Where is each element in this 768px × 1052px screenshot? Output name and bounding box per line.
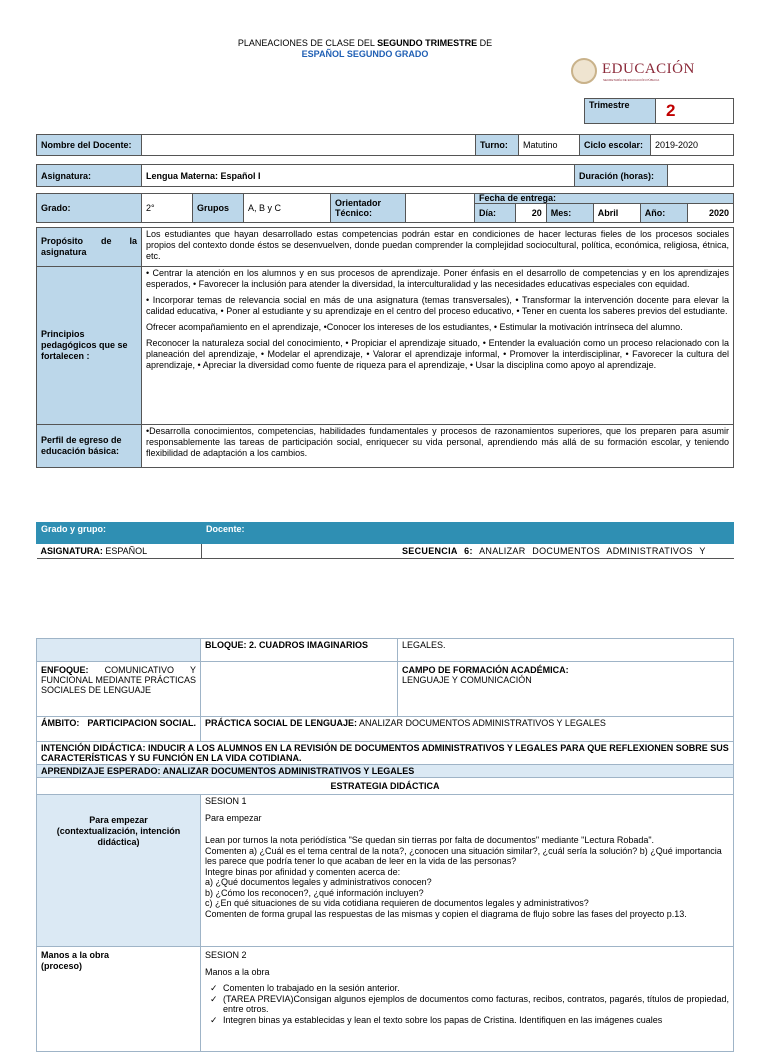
- sesion1-p3: Integre binas por afinidad y comenten acerca de:: [205, 866, 401, 877]
- checklist-item: ✓ (TAREA PREVIA)Consigan algunos ejemplos de documentos como facturas, recibos, contratos, pagarés, títulos de propiedad, entre otros.: [223, 994, 729, 1015]
- checklist-item: ✓ Integren binas ya establecidas y lean el texto sobre los papas de Cristina. Identifiquen en las imágenes cuales: [223, 1015, 729, 1026]
- estrategia-didactica: ESTRATEGIA DIDÁCTICA: [37, 778, 734, 795]
- sesion2-contenido: [201, 947, 734, 1052]
- practica-label: PRÁCTICA SOCIAL DE LENGUAJE:: [205, 718, 358, 728]
- campo-value: LENGUAJE Y COMUNICACIÓN: [402, 675, 532, 685]
- sesion1-contenido: [201, 795, 734, 947]
- legales-text: LEGALES.: [398, 639, 734, 662]
- proposito-text: Los estudiantes que hayan desarrollado estas competencias podrán estar en condiciones de hacer lecturas fieles de los procesos sociales propios del contexto donde éstos se desenvuelven, donde puedan comprender la complejidad sociocultural, política, económica, religiosa, étnica, etc.: [142, 228, 734, 267]
- aprendizaje-esperado: APRENDIZAJE ESPERADO: ANALIZAR DOCUMENTOS ADMINISTRATIVOS Y LEGALES: [37, 765, 734, 778]
- sesion1-p1: Lean por turnos la nota periódística "Se quedan sin tierras por falta de documentos" mediante "Lectura Robada".: [205, 835, 655, 845]
- sesion2-checklist: [205, 983, 729, 1025]
- nombre-docente-label: Nombre del Docente:: [37, 135, 142, 156]
- enfoque: [37, 662, 201, 717]
- anio-label: Año:: [640, 204, 687, 223]
- dia-label: Día:: [475, 204, 516, 223]
- trimestre-value: 2: [656, 99, 734, 124]
- sesion2-etapa-title: Manos a la obra: [41, 950, 110, 960]
- logo-text: EDUCACIÓN: [602, 60, 695, 77]
- sesion2-title: SESION 2: [205, 950, 247, 960]
- asignatura-label: Asignatura:: [37, 165, 142, 187]
- document-title-line1: [0, 38, 730, 48]
- asignatura-value: Lengua Materna: Español I: [142, 165, 575, 187]
- enfoque-value: COMUNICATIVO Y FUNCIONAL MEDIANTE PRÁCTICAS SOCIALES DE LENGUAJE: [41, 665, 196, 695]
- sesion2-etapa: [37, 947, 201, 1052]
- enfoque-label: ENFOQUE:: [41, 665, 89, 675]
- sesion1-p7: Comenten de forma grupal las respuestas de las mismas y copien el diagrama de flujo sobre las fases del proyecto p.13.: [205, 908, 687, 919]
- sesion1-etapa-title: Para empezar: [89, 815, 148, 825]
- anio-value: 2020: [687, 204, 733, 223]
- sesion1-sub: Para empezar: [205, 812, 262, 823]
- secuencia-label: SECUENCIA 6:: [402, 546, 473, 556]
- sesion1-etapa: [37, 795, 201, 947]
- dia-value: 20: [516, 204, 546, 223]
- practica-value: ANALIZAR DOCUMENTOS ADMINISTRATIVOS Y LEGALES: [357, 718, 606, 728]
- grupos-label: Grupos: [193, 194, 244, 223]
- asignatura-row: [36, 164, 734, 187]
- planeacion-table: [36, 638, 734, 1052]
- nombre-docente-value: [142, 135, 476, 156]
- turno-value: Matutino: [519, 135, 580, 156]
- checklist-item: ✓ Comenten lo trabajado en la sesión anterior.: [223, 983, 729, 994]
- secuencia-header: [36, 522, 734, 559]
- intencion-didactica: INTENCIÓN DIDÁCTICA: INDUCIR A LOS ALUMNOS EN LA REVISIÓN DE DOCUMENTOS ADMINISTRATIVOS Y LEGALES PARA QUE REFLEXIONEN SOBRE SUS CARACTERÍSTICAS Y SU FUNCIÓN EN LA VIDA COTIDIANA.: [37, 742, 734, 765]
- sesion1-p2: Comenten a) ¿Cuál es el tema central de la nota?, ¿conocen una situación similar?, ¿cuál sería la solución? b) ¿Qué importancia les parece que podría tener lo que acaban de leer en la vida de las personas?: [205, 845, 722, 866]
- principio-3: Ofrecer acompañamiento en el aprendizaje, •Conocer los intereses de los estudiantes, • Estimular la motivación intrínseca del alumno.: [146, 322, 683, 332]
- principios-text: [142, 267, 734, 425]
- campo-formacion: [398, 662, 734, 717]
- secuencia-value: ANALIZAR DOCUMENTOS ADMINISTRATIVOS Y: [472, 546, 706, 556]
- sesion1-p5: b) ¿Cómo los reconocen?, ¿qué información incluyen?: [205, 887, 424, 898]
- docente-label: Docente:: [202, 523, 734, 544]
- bloque-empty: [37, 639, 201, 662]
- ciclo-value: 2019-2020: [651, 135, 734, 156]
- asignatura-seq-value: ESPAÑOL: [102, 546, 148, 556]
- fecha-entrega-label: Fecha de entrega:: [475, 194, 734, 204]
- ambito-value: PARTICIPACION SOCIAL.: [87, 718, 196, 728]
- practica-social: [201, 717, 734, 742]
- asignatura-seq: [37, 544, 202, 559]
- turno-label: Turno:: [476, 135, 519, 156]
- grupos-value: A, B y C: [244, 194, 331, 223]
- grado-value: 2°: [142, 194, 193, 223]
- sesion2-etapa-sub: (proceso): [41, 961, 83, 971]
- duracion-label: Duración (horas):: [575, 165, 668, 187]
- sesion1-p4: a) ¿Qué documentos legales y administrativos conocen?: [205, 877, 432, 887]
- perfil-label: Perfil de egreso de educación básica:: [37, 425, 142, 468]
- sesion1-title: SESION 1: [205, 796, 247, 806]
- proposito-label: Propósito de la asignatura: [37, 228, 142, 267]
- principios-label: Principios pedagógicos que se fortalecen :: [37, 267, 142, 425]
- trimestre-label: Trimestre: [585, 99, 656, 124]
- sesion1-etapa-sub: (contextualización, intención didáctica): [56, 826, 181, 847]
- orientador-value: [406, 194, 475, 223]
- title-suffix: DE: [477, 38, 493, 48]
- principio-4: Reconocer la naturaleza social del conocimiento, • Propiciar el aprendizaje situado, • Entender la evaluación como un proceso relacionado con la planeación del aprendizaje, • Modelar el aprendizaje, • Valorar el aprendizaje informal, • Promover la interdisciplinar, • Favorecer la cultura del aprendizaje, • Apreciar la diversidad como fuente de riqueza para el aprendizaje, • Usar la disciplina como apoyo al aprendizaje.: [146, 338, 729, 370]
- principio-1: • Centrar la atención en los alumnos y en sus procesos de aprendizaje. Poner énfasis en el desarrollo de competencias y en los aprendizajes esperados, • Favorecer la inclusión para atender la diversidad, la interculturalidad y las necesidades educativas especiales con equidad.: [146, 268, 729, 289]
- seal-icon: [571, 58, 597, 84]
- title-prefix: PLANEACIONES DE CLASE DEL: [237, 38, 378, 48]
- title-bold: SEGUNDO TRIMESTRE: [377, 38, 478, 48]
- document-subtitle: ESPAÑOL SEGUNDO GRADO: [301, 49, 429, 59]
- grado-row: [36, 193, 734, 223]
- asignatura-seq-label: ASIGNATURA:: [40, 546, 103, 556]
- campo-label: CAMPO DE FORMACIÓN ACADÉMICA:: [402, 665, 569, 675]
- principio-2: • Incorporar temas de relevancia social en más de una asignatura (temas transversales), • Transformar la intervención docente para elevar la calidad educativa, • Poner al estudiante y su aprendizaje en el centro del proceso educativo, • Tener en cuenta los saberes previos del estudiante.: [146, 295, 729, 316]
- secuencia-title: [398, 544, 734, 559]
- ciclo-label: Ciclo escolar:: [580, 135, 651, 156]
- grado-label: Grado:: [37, 194, 142, 223]
- fundamentos-table: [36, 227, 734, 468]
- duracion-value: [668, 165, 734, 187]
- enfoque-empty: [201, 662, 398, 717]
- trimestre-box: [584, 98, 734, 124]
- bloque-label: BLOQUE: 2. CUADROS IMAGINARIOS: [201, 639, 398, 662]
- empty-cell: [202, 544, 399, 559]
- sesion2-sub: Manos a la obra: [205, 966, 270, 977]
- perfil-text: •Desarrolla conocimientos, competencias, habilidades fundamentales y procesos de razonamientos superiores, que los preparen para asumir responsablemente las tareas de participación social, enriquecer su vida personal, aprendiendo más allá de su formación escolar, y teniendo flexibilidad de adaptación a los cambios.: [142, 425, 734, 468]
- ambito: [37, 717, 201, 742]
- docente-row: [36, 134, 734, 156]
- ambito-label: ÁMBITO:: [41, 718, 80, 728]
- mes-label: Mes:: [546, 204, 593, 223]
- mes-value: Abril: [593, 204, 640, 223]
- sesion1-p6: c) ¿En qué situaciones de su vida cotidiana requieren de documentos legales y administrativos?: [205, 898, 589, 908]
- sep-logo: [571, 58, 695, 84]
- grado-grupo-label: Grado y grupo:: [37, 523, 202, 544]
- orientador-label: Orientador Técnico:: [331, 194, 406, 223]
- logo-subtext: SECRETARÍA DE EDUCACIÓN PÚBLICA: [603, 77, 660, 82]
